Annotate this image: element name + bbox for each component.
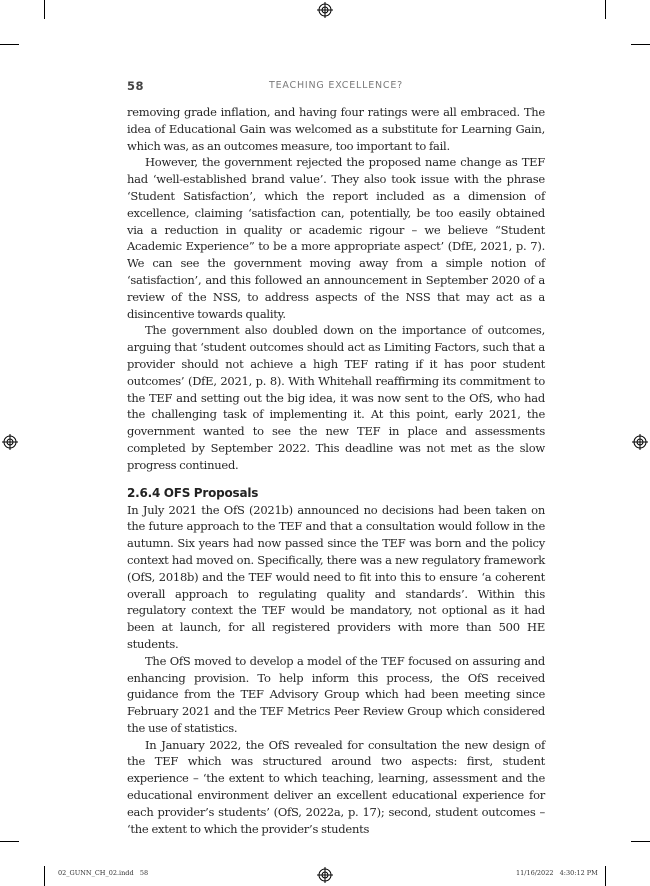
paragraph: The OfS moved to develop a model of the TEF focused on assuring and enhancing provision. To help inform this process, the OfS received guidance from the TEF Advisory Group which had been meeting since February 2021 and the TEF Metrics Peer Review Group which considered the use of statistics. [127,653,545,735]
crop-mark [605,866,606,886]
slug-page: 58 [139,869,149,877]
slug-date-value: 11/16/2022 [516,869,554,877]
crop-mark [631,841,650,842]
crop-mark [44,0,45,19]
paragraph: In January 2022, the OfS revealed for consultation the new design of the TEF which was structured around two aspects: first, student experience – ‘the extent to which teaching, learning, assessment and the educational environment deliver an excellent educational experience for each provider’s students’ (OfS, 2022a, p. 17); second, student outcomes – ‘the extent to which the provider’s students [127,737,545,836]
registration-mark-icon [2,434,18,450]
registration-mark-icon [317,2,333,18]
slug-filename: 02_GUNN_CH_02.indd [58,869,134,877]
crop-mark [605,0,606,19]
paragraph: removing grade inflation, and having four ratings were all embraced. The idea of Educational Gain was welcomed as a substitute for Learning Gain, which was, as an outcomes measure, too important to fail. [127,105,545,153]
running-head [127,79,545,95]
registration-mark-icon [317,867,333,883]
body-text [127,104,545,837]
slug-date [516,869,598,877]
registration-mark-icon [632,434,648,450]
section-heading: 2.6.4 OFS Proposals [127,485,259,500]
crop-mark [0,841,19,842]
page-number: 58 [127,79,145,93]
paragraph: In July 2021 the OfS (2021b) announced no decisions had been taken on the future approach to the TEF and that a consultation would follow in the autumn. Six years had now passed since the TEF was born and the policy context had moved on. Specifically, there was a new regulatory framework (OfS, 2018b) and the TEF would need to fit into this to ensure ‘a coherent overall approach to regulating quality and standards’. Within this regulatory context the TEF would be mandatory, not optional as it had been at launch, for all registered providers with more than 500 HE students. [127,502,545,651]
slug-file [58,869,148,877]
running-title: TEACHING EXCELLENCE? [268,80,404,91]
paragraph: The government also doubled down on the importance of outcomes, arguing that ‘student outcomes should act as Limiting Factors, such that a provider should not achieve a high TEF rating if it has poor student outcomes’ (DfE, 2021, p. 8). With Whitehall reaffirming its commitment to the TEF and setting out the big idea, it was now sent to the OfS, who had the challenging task of implementing it. At this point, early 2021, the government wanted to see the new TEF in place and assessments completed by September 2022. This deadline was not met as the slow progress continued. [127,323,545,472]
crop-mark [44,866,45,886]
paragraph: However, the government rejected the proposed name change as TEF had ‘well-established brand value’. They also took issue with the phrase ‘Student Satisfaction’, which the report included as a dimension of excellence, claiming ‘satisfaction can, potentially, be too easily obtained via a reduction in quality or academic rigour – we believe “Student Academic Experience” to be a more appropriate aspect’ (DfE, 2021, p. 7). We can see the government moving away from a simple notion of ‘satisfaction’, and this followed an announcement in September 2020 of a review of the NSS, to address aspects of the NSS that may act as a disincentive towards quality. [127,155,545,321]
crop-mark [631,44,650,45]
crop-mark [0,44,19,45]
slug-time-value: 4:30:12 PM [559,869,598,877]
